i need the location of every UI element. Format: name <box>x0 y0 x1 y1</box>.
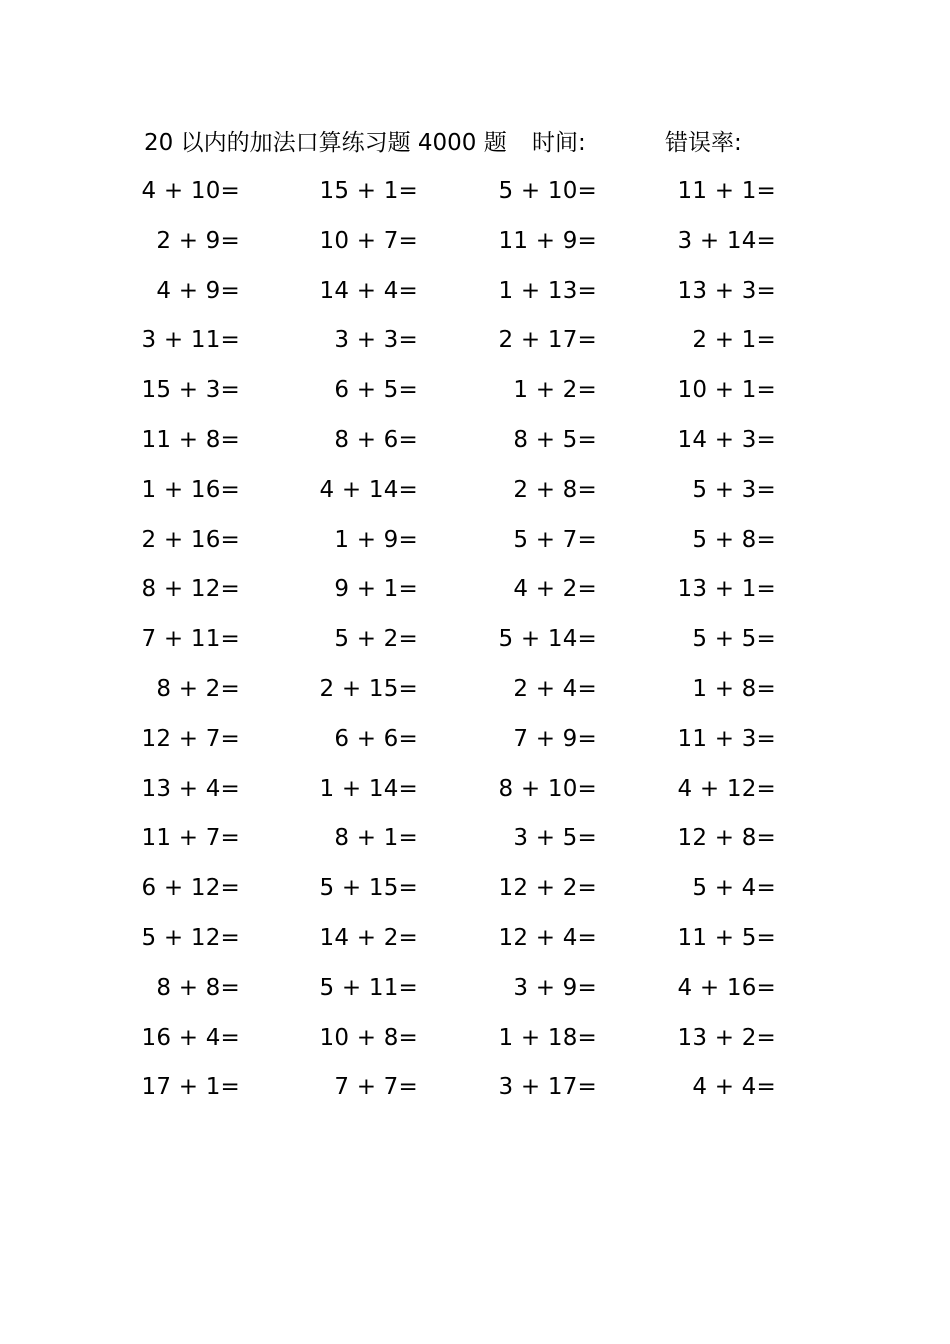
problem-item: 5 + 12= <box>141 925 240 951</box>
problem-item: 4 + 2= <box>513 576 597 602</box>
problem-item: 7 + 7= <box>334 1074 418 1100</box>
problem-item: 11 + 1= <box>677 178 776 204</box>
problem-item: 5 + 11= <box>319 975 418 1001</box>
problem-item: 2 + 17= <box>498 327 597 353</box>
problem-item: 8 + 5= <box>513 427 597 453</box>
problem-item: 11 + 8= <box>141 427 240 453</box>
problem-item: 1 + 9= <box>334 527 418 553</box>
problem-item: 8 + 10= <box>498 776 597 802</box>
problem-item: 2 + 16= <box>141 527 240 553</box>
problem-item: 2 + 8= <box>513 477 597 503</box>
problem-item: 9 + 1= <box>334 576 418 602</box>
problem-item: 1 + 13= <box>498 278 597 304</box>
problem-item: 16 + 4= <box>141 1025 240 1051</box>
problem-item: 14 + 2= <box>319 925 418 951</box>
problem-item: 8 + 12= <box>141 576 240 602</box>
problem-item: 1 + 14= <box>319 776 418 802</box>
problem-item: 6 + 6= <box>334 726 418 752</box>
problem-item: 13 + 4= <box>141 776 240 802</box>
problem-item: 12 + 8= <box>677 825 776 851</box>
problem-item: 3 + 14= <box>677 228 776 254</box>
error-rate-label: 错误率: <box>665 130 742 156</box>
problem-item: 4 + 16= <box>677 975 776 1001</box>
problem-item: 14 + 4= <box>319 278 418 304</box>
problem-item: 1 + 18= <box>498 1025 597 1051</box>
problem-item: 5 + 7= <box>513 527 597 553</box>
problem-item: 13 + 3= <box>677 278 776 304</box>
problem-item: 2 + 9= <box>156 228 240 254</box>
problem-item: 7 + 9= <box>513 726 597 752</box>
problem-item: 3 + 11= <box>141 327 240 353</box>
problem-item: 3 + 17= <box>498 1074 597 1100</box>
problem-item: 5 + 3= <box>692 477 776 503</box>
problem-item: 17 + 1= <box>141 1074 240 1100</box>
problem-item: 1 + 8= <box>692 676 776 702</box>
problem-item: 11 + 9= <box>498 228 597 254</box>
problem-item: 2 + 1= <box>692 327 776 353</box>
time-label: 时间: <box>532 130 586 156</box>
problem-item: 13 + 2= <box>677 1025 776 1051</box>
problem-item: 4 + 12= <box>677 776 776 802</box>
problem-item: 8 + 1= <box>334 825 418 851</box>
problem-item: 15 + 3= <box>141 377 240 403</box>
worksheet-title: 20 以内的加法口算练习题 4000 题 <box>144 130 507 156</box>
problem-item: 6 + 12= <box>141 875 240 901</box>
problem-item: 5 + 10= <box>498 178 597 204</box>
problem-item: 3 + 9= <box>513 975 597 1001</box>
problem-item: 5 + 15= <box>319 875 418 901</box>
problem-item: 11 + 3= <box>677 726 776 752</box>
problem-item: 10 + 8= <box>319 1025 418 1051</box>
problem-item: 4 + 10= <box>141 178 240 204</box>
problem-item: 8 + 2= <box>156 676 240 702</box>
problem-item: 10 + 1= <box>677 377 776 403</box>
problem-item: 12 + 2= <box>498 875 597 901</box>
problem-item: 3 + 5= <box>513 825 597 851</box>
problem-item: 14 + 3= <box>677 427 776 453</box>
problem-item: 10 + 7= <box>319 228 418 254</box>
problem-item: 12 + 4= <box>498 925 597 951</box>
problem-item: 11 + 5= <box>677 925 776 951</box>
problem-item: 6 + 5= <box>334 377 418 403</box>
problem-item: 7 + 11= <box>141 626 240 652</box>
problem-item: 4 + 4= <box>692 1074 776 1100</box>
problem-item: 5 + 14= <box>498 626 597 652</box>
problem-item: 13 + 1= <box>677 576 776 602</box>
problem-item: 5 + 8= <box>692 527 776 553</box>
problem-item: 15 + 1= <box>319 178 418 204</box>
problem-item: 2 + 15= <box>319 676 418 702</box>
problem-item: 4 + 9= <box>156 278 240 304</box>
problem-item: 2 + 4= <box>513 676 597 702</box>
problem-item: 5 + 4= <box>692 875 776 901</box>
problem-item: 8 + 6= <box>334 427 418 453</box>
problem-item: 8 + 8= <box>156 975 240 1001</box>
problem-item: 1 + 16= <box>141 477 240 503</box>
problem-item: 3 + 3= <box>334 327 418 353</box>
problem-item: 12 + 7= <box>141 726 240 752</box>
problem-item: 4 + 14= <box>319 477 418 503</box>
problem-item: 5 + 5= <box>692 626 776 652</box>
problem-item: 1 + 2= <box>513 377 597 403</box>
problem-item: 5 + 2= <box>334 626 418 652</box>
problem-item: 11 + 7= <box>141 825 240 851</box>
